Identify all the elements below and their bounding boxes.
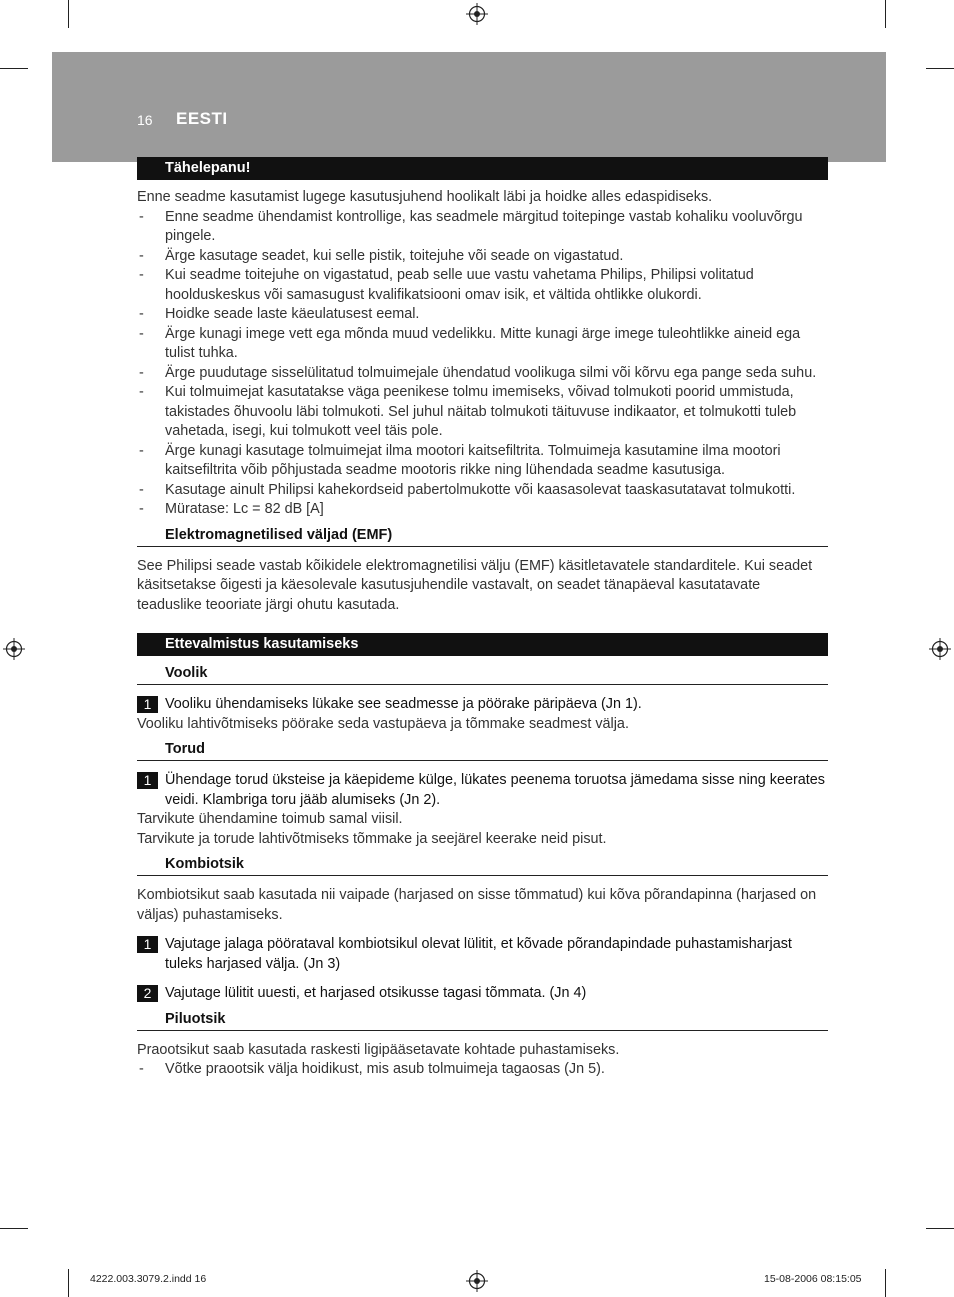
list-item: - Kui seadme toitejuhe on vigastatud, peab selle uue vastu vahetama Philips, Philipsi volitatud hoolduskeskus või samasugust kvalifikatsiooni omav isik, et vältida ohtlikke olukordi. bbox=[137, 266, 828, 305]
step-item bbox=[137, 935, 828, 974]
step-text: Vajutage jalaga pööratаval kombiotsikul olevat lülitit, et kõvade põrandapindade puhastamisharjast tuleks harjased välja. (Jn 3) bbox=[165, 936, 792, 972]
step-number: 1 bbox=[137, 772, 158, 789]
list-item: - Enne seadme ühendamist kontrollige, kas seadmele märgitud toitepinge vastab kohaliku vooluvõrgu pingele. bbox=[137, 208, 828, 247]
subsection-title-torud: Torud bbox=[137, 740, 828, 761]
list-item: - Ärge puudutage sisselülitatud tolmuimejale ühendatud voolikuga silmi või kõrvu ega pange seda suhu. bbox=[137, 364, 828, 384]
step-number: 1 bbox=[137, 936, 158, 953]
note-paragraph: Tarvikute ja torude lahtivõtmiseks tõmmake ja seejärel keerake neid pisut. bbox=[137, 830, 607, 847]
list-item: - Ärge kasutage seadet, kui selle pistik, toitejuhe või seade on vigastatud. bbox=[137, 247, 828, 267]
list-item: - Hoidke seade laste käeulatusest eemal. bbox=[137, 305, 828, 325]
crop-mark bbox=[885, 0, 886, 28]
document-body bbox=[137, 157, 828, 1080]
registration-mark-icon bbox=[3, 638, 25, 660]
list-item: - Kui tolmuimejat kasutatakse väga peenikese tolmu imemiseks, võivad tolmukoti poorid ummistuda, takistades õhuvoolu läbi tolmukoti. Sel juhul näitab tolmukoti täituvuse indikaator, et tolmukotti tuleb vahetada, isegi, kui tolmukott veel täis pole. bbox=[137, 383, 828, 442]
step-text: Ühendage torud üksteise ja käepideme külge, lükates peenema toruotsa jämedama sisse ning keerates veidi. Klambriga toru jääb alumiseks (Jn 2). bbox=[165, 772, 825, 808]
crop-mark bbox=[68, 0, 69, 28]
list-item: - Ärge kunagi kasutage tolmuimejat ilma mootori kaitsefiltrita. Tolmuimeja kasutamine ilma mootori kaitsefiltrita võib põhjustada seadme mootoris rikke ning lühendada seadme kasutusiga. bbox=[137, 442, 828, 481]
footer-file-info: 4222.003.3079.2.indd 16 bbox=[90, 1273, 207, 1285]
kombiotsik-paragraph: Kombiotsikut saab kasutada nii vaipade (harjased on sisse tõmmatud) kui kõva põrandapinna (harjased on väljas) puhastamiseks. bbox=[137, 887, 817, 923]
crop-mark bbox=[0, 68, 28, 69]
header-band bbox=[52, 52, 886, 162]
list-item: - Võtke praootsik välja hoidikust, mis asub tolmuimeja tagaosas (Jn 5). bbox=[137, 1060, 828, 1080]
list-item: - Ärge kunagi imege vett ega mõnda muud vedelikku. Mitte kunagi ärge imege tuleohtlikke aineid ega tulist tuhka. bbox=[137, 325, 828, 364]
intro-paragraph: Enne seadme kasutamist lugege kasutusjuhend hoolikalt läbi ja hoidke alles edaspidiseks. bbox=[137, 189, 713, 205]
section-title-tahelepanu: Tähelepanu! bbox=[137, 157, 828, 180]
registration-mark-icon bbox=[466, 3, 488, 25]
step-text: Vooliku ühendamiseks lükake see seadmesse ja pöörake päripäeva (Jn 1). bbox=[165, 696, 642, 712]
registration-mark-icon bbox=[466, 1270, 488, 1292]
list-item: - Kasutage ainult Philipsi kahekordseid pabertolmukotte või kaasasolevat taaskasutatavat tolmukotti. bbox=[137, 481, 828, 501]
step-item bbox=[137, 771, 828, 810]
subsection-title-emf: Elektromagnetilised väljad (EMF) bbox=[137, 526, 828, 547]
page-number: 16 bbox=[137, 112, 153, 128]
crop-mark bbox=[926, 68, 954, 69]
step-number: 1 bbox=[137, 696, 158, 713]
footer-datetime: 15-08-2006 08:15:05 bbox=[764, 1273, 862, 1285]
list-item: - Müratase: Lc = 82 dB [A] bbox=[137, 500, 828, 520]
note-paragraph: Tarvikute ühendamine toimub samal viisil. bbox=[137, 811, 403, 827]
crop-mark bbox=[926, 1228, 954, 1229]
warning-list bbox=[137, 208, 828, 520]
piluotsik-paragraph: Praootsikut saab kasutada raskesti ligipääsetavate kohtade puhastamiseks. bbox=[137, 1041, 620, 1058]
step-text: Vajutage lülitit uuesti, et harjased otsikusse tagasi tõmmata. (Jn 4) bbox=[165, 985, 587, 1001]
subsection-title-kombiotsik: Kombiotsik bbox=[137, 855, 828, 876]
step-item bbox=[137, 984, 828, 1004]
crop-mark bbox=[0, 1228, 28, 1229]
crop-mark bbox=[885, 1269, 886, 1297]
step-item bbox=[137, 695, 828, 715]
emf-paragraph: See Philipsi seade vastab kõikidele elektromagnetilisi välju (EMF) käsitletavatele standarditele. Kui seadet käsitsetakse õigesti ja käesolevale kasutusjuhendile vastavalt, on seadet tänapäeval kasutatavate teaduslike teooriate järgi ohutu kasutada. bbox=[137, 557, 813, 613]
piluotsik-list bbox=[137, 1060, 828, 1080]
registration-mark-icon bbox=[929, 638, 951, 660]
language-heading: EESTI bbox=[176, 109, 228, 128]
section-title-ettevalmistus: Ettevalmistus kasutamiseks bbox=[137, 633, 828, 656]
step-number: 2 bbox=[137, 985, 158, 1002]
note-paragraph: Vooliku lahtivõtmiseks pöörake seda vastupäeva ja tõmmake seadmest välja. bbox=[137, 715, 629, 732]
subsection-title-voolik: Voolik bbox=[137, 664, 828, 685]
crop-mark bbox=[68, 1269, 69, 1297]
subsection-title-piluotsik: Piluotsik bbox=[137, 1010, 828, 1031]
